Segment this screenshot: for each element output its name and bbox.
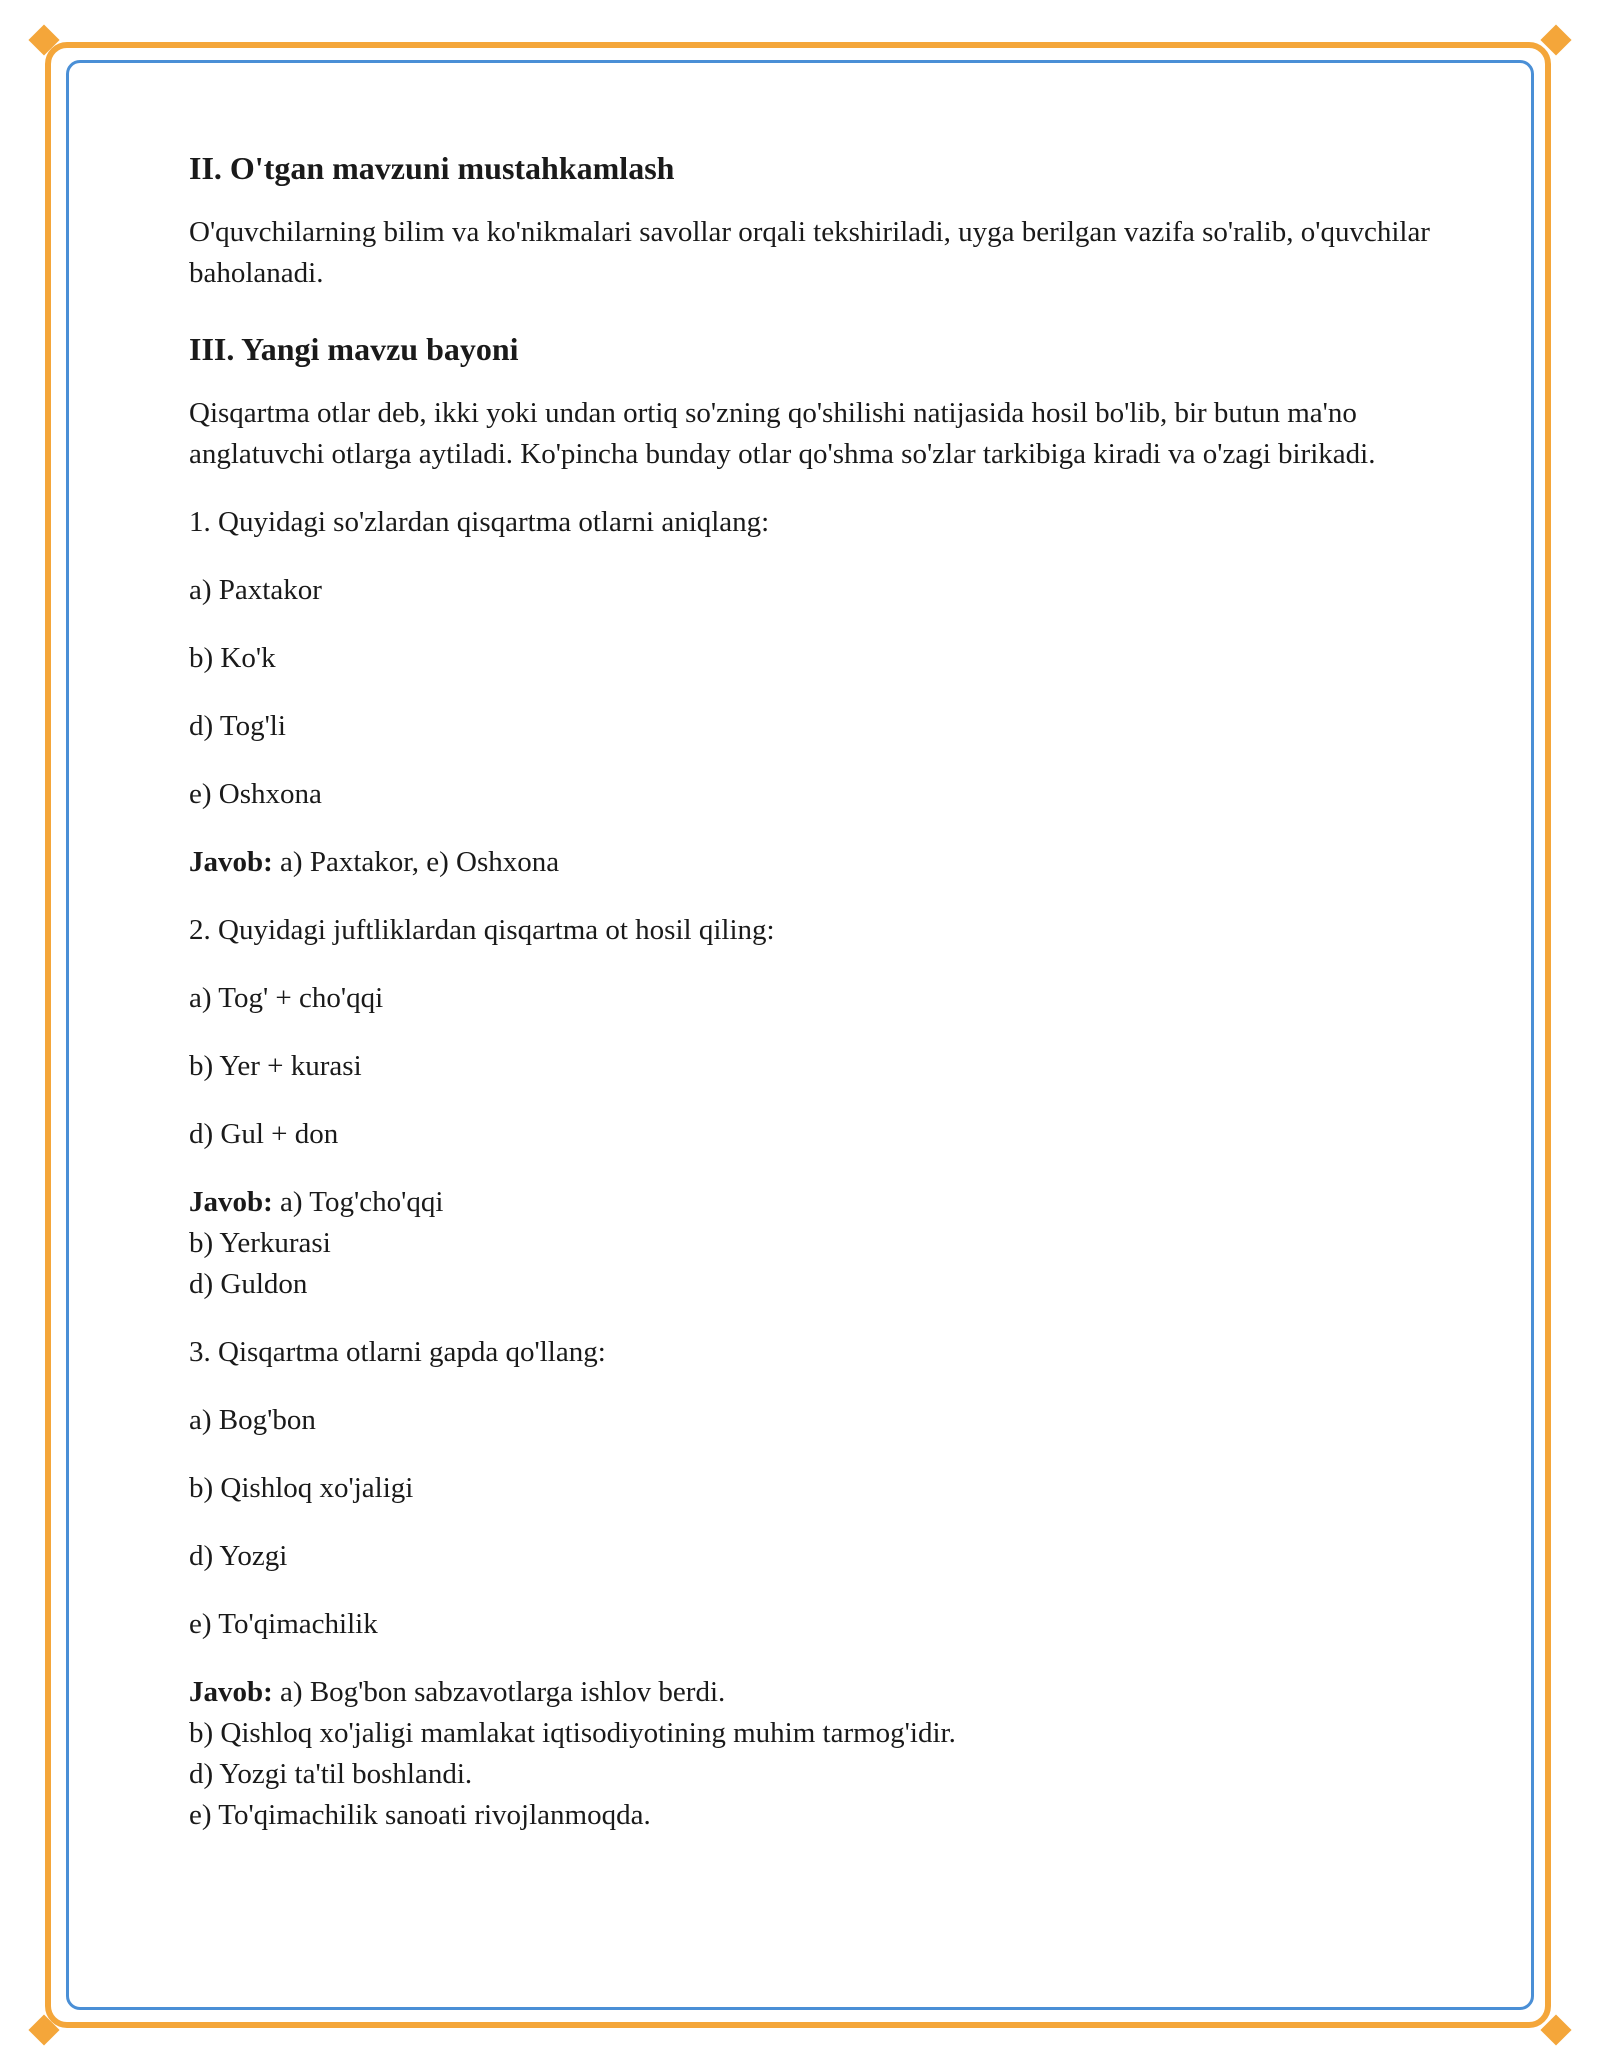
- q2-answer-label: Javob:: [189, 1186, 273, 1218]
- q3-option-e: e) To'qimachilik: [189, 1608, 378, 1640]
- q1-answer-label: Javob:: [189, 846, 273, 878]
- q3-answer: [189, 1672, 1449, 1836]
- section-3-paragraph: Qisqartma otlar deb, ikki yoki undan ortiq so'zning qo'shilishi natijasida hosil bo'lib, bir butun ma'no anglatuvchi otlarga aytiladi. Ko'pincha bunday otlar qo'shma so'zlar tarkibiga kiradi va o'zagi birikadi.: [189, 397, 1376, 470]
- question-3: 3. Qisqartma otlarni gapda qo'llang:: [189, 1336, 606, 1368]
- q3-option-b: b) Qishloq xo'jaligi: [189, 1472, 414, 1504]
- q1-answer-text: a) Paxtakor, e) Oshxona: [272, 846, 560, 878]
- q3-answer-line-d: d) Yozgi ta'til boshlandi.: [189, 1758, 473, 1790]
- q2-answer: [189, 1182, 1449, 1305]
- q3-answer-line-b: b) Qishloq xo'jaligi mamlakat iqtisodiyotining muhim tarmog'idir.: [189, 1717, 956, 1749]
- q1-option-d: d) Tog'li: [189, 710, 286, 742]
- q1-option-b: b) Ko'k: [189, 642, 276, 674]
- question-1: 1. Quyidagi so'zlardan qisqartma otlarni aniqlang:: [189, 506, 770, 538]
- q3-answer-line-e: e) To'qimachilik sanoati rivojlanmoqda.: [189, 1799, 651, 1831]
- q2-answer-line-d: d) Guldon: [189, 1268, 308, 1300]
- section-2-paragraph: O'quvchilarning bilim va ko'nikmalari savollar orqali tekshiriladi, uyga berilgan vazifa so'ralib, o'quvchilar baholanadi.: [189, 216, 1430, 289]
- q2-answer-line-a: a) Tog'cho'qqi: [272, 1186, 444, 1218]
- q1-option-a: a) Paxtakor: [189, 574, 322, 606]
- q2-option-d: d) Gul + don: [189, 1118, 339, 1150]
- q3-answer-label: Javob:: [189, 1676, 273, 1708]
- section-3-heading: III. Yangi mavzu bayoni: [189, 331, 519, 367]
- q3-option-d: d) Yozgi: [189, 1540, 288, 1572]
- section-2-heading: II. O'tgan mavzuni mustahkamlash: [189, 150, 675, 186]
- q2-option-a: a) Tog' + cho'qqi: [189, 982, 384, 1014]
- q3-answer-line-a: a) Bog'bon sabzavotlarga ishlov berdi.: [272, 1676, 726, 1708]
- q2-option-b: b) Yer + kurasi: [189, 1050, 362, 1082]
- q3-option-a: a) Bog'bon: [189, 1404, 316, 1436]
- q1-answer: [189, 842, 1449, 883]
- q1-option-e: e) Oshxona: [189, 778, 322, 810]
- question-2: 2. Quyidagi juftliklardan qisqartma ot hosil qiling:: [189, 914, 775, 946]
- q2-answer-line-b: b) Yerkurasi: [189, 1227, 331, 1259]
- document-content: [189, 146, 1449, 1863]
